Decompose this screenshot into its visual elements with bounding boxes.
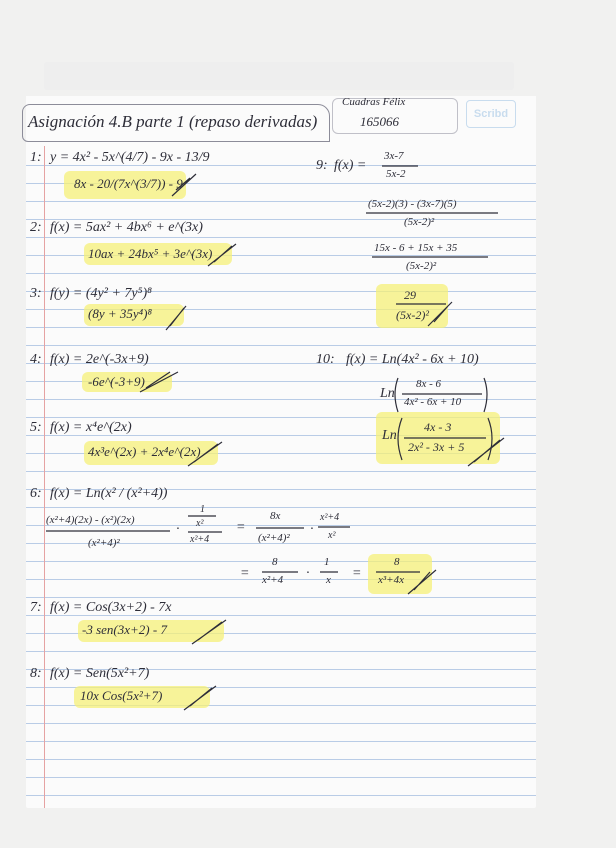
fraction-numerator: x²+4 — [320, 512, 340, 523]
problem-number: 10: — [316, 352, 335, 367]
step-denominator: 4x² - 6x + 10 — [404, 396, 462, 408]
problem-number: 6: — [30, 486, 42, 501]
answer-denominator: x³+4x — [378, 574, 404, 586]
problem-function: f(x) = 5ax² + 4bx⁶ + e^(3x) — [50, 220, 203, 235]
assignment-title: Asignación 4.B parte 1 (repaso derivadas) — [28, 112, 318, 131]
step-numerator: (5x-2)(3) - (3x-7)(5) — [368, 198, 457, 210]
problem-answer: 10x Cos(5x²+7) — [80, 688, 163, 703]
answer-numerator: 29 — [404, 288, 416, 302]
step-denominator: (x²+4)² — [88, 537, 120, 549]
problem-number: 3: — [30, 286, 42, 301]
problem-function: f(x) = Cos(3x+2) - 7x — [50, 600, 172, 615]
problem-number: 9: — [316, 158, 328, 173]
step-numerator: (x²+4)(2x) - (x²)(2x) — [46, 514, 135, 526]
problem-number: 5: — [30, 420, 42, 435]
problem-answer: -6e^(-3+9) — [88, 374, 145, 389]
problem-function: f(y) = (4y² + 7y⁵)⁸ — [50, 286, 153, 301]
problem-function: f(x) = Ln(x² / (x²+4)) — [50, 486, 168, 501]
problem-answer: (8y + 35y⁴)⁸ — [88, 306, 153, 321]
problem-function: f(x) = Sen(5x²+7) — [50, 666, 150, 681]
student-id: 165066 — [360, 114, 399, 129]
answer-denominator: 2x² - 3x + 5 — [408, 440, 465, 454]
problem-number: 7: — [30, 600, 42, 615]
problem-number: 4: — [30, 352, 42, 367]
equals-symbol: = — [240, 566, 250, 581]
problem-number: 1: — [30, 150, 42, 165]
problem-function: f(x) = Ln(4x² - 6x + 10) — [346, 352, 479, 367]
step-denominator: (5x-2)² — [404, 216, 435, 228]
fraction-denominator: x² — [196, 518, 204, 529]
dot-symbol: · — [310, 522, 314, 537]
equals-symbol: = — [236, 520, 246, 535]
student-name: Cuadras Félix — [342, 96, 406, 108]
fraction-numerator: 8x — [270, 510, 281, 522]
problem-function: y = 4x² - 5x^(4/7) - 9x - 13/9 — [50, 150, 210, 165]
problem-number: 8: — [30, 666, 42, 681]
fraction-numerator: 3x-7 — [384, 150, 404, 162]
ln-label: Ln — [380, 386, 395, 401]
problem-answer: 8x - 20/(7x^(3/7)) - 9 — [74, 176, 183, 191]
step-numerator: 8x - 6 — [416, 378, 442, 390]
problem-answer: -3 sen(3x+2) - 7 — [82, 622, 167, 637]
fraction-denominator: 5x-2 — [386, 168, 406, 180]
dot-symbol: · — [176, 522, 180, 537]
step-denominator: (5x-2)² — [406, 260, 437, 272]
logo-text: Scribd — [473, 108, 509, 120]
problem-function: f(x) = x⁴e^(2x) — [50, 420, 132, 435]
fraction-denominator: x²+4 — [190, 534, 210, 545]
answer-numerator: 8 — [394, 556, 400, 568]
equals-symbol: = — [352, 566, 362, 581]
step-numerator: 15x - 6 + 15x + 35 — [374, 242, 458, 254]
fraction-denominator: x²+4 — [262, 574, 284, 586]
problem-function: f(x) = — [334, 158, 367, 173]
fraction-denominator: x — [326, 574, 331, 586]
problem-answer: 10ax + 24bx⁵ + 3e^(3x) — [88, 246, 213, 261]
dot-symbol: · — [306, 566, 310, 581]
problem-answer: 4x³e^(2x) + 2x⁴e^(2x) — [88, 444, 201, 459]
problem-function: f(x) = 2e^(-3x+9) — [50, 352, 149, 367]
fraction-numerator: 1 — [200, 504, 205, 515]
answer-numerator: 4x - 3 — [424, 420, 452, 434]
fraction-numerator: 1 — [324, 556, 330, 568]
fraction-denominator: (x²+4)² — [258, 532, 290, 544]
ln-label: Ln — [382, 428, 397, 443]
answer-denominator: (5x-2)² — [396, 308, 429, 322]
problem-number: 2: — [30, 220, 42, 235]
fraction-denominator: x² — [328, 530, 336, 541]
fraction-numerator: 8 — [272, 556, 278, 568]
